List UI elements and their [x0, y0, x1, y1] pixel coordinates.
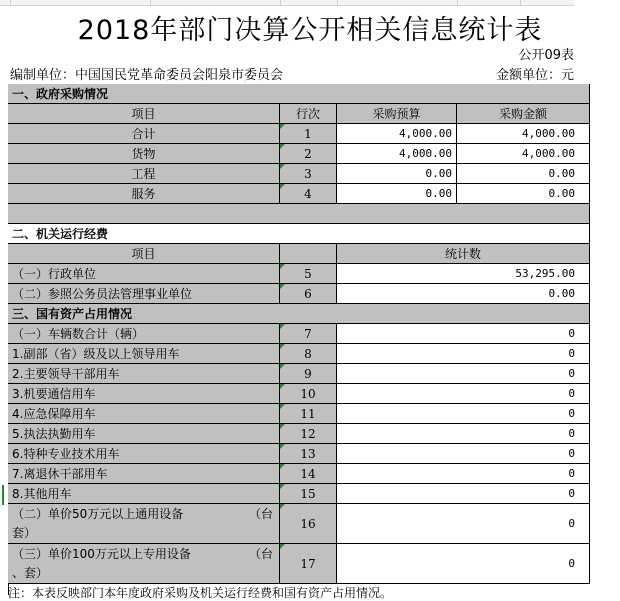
cell-marker-icon [280, 464, 285, 469]
row-item: 工程 [8, 164, 280, 184]
table-row [0, 364, 590, 384]
cell-marker-icon [280, 124, 285, 129]
row-value[interactable]: 0 [337, 484, 590, 504]
row-value[interactable]: 53,295.00 [337, 264, 590, 284]
spreadsheet-column-header-strip [0, 0, 574, 6]
row-item: 合计 [8, 124, 280, 144]
row-no: 4 [280, 184, 337, 204]
table-row [0, 444, 590, 464]
row-no: 7 [280, 324, 337, 344]
section-title: 三、国有资产占用情况 [8, 304, 590, 324]
footnote: 注：本表反映部门本年度政府采购及机关运行经费和国有资产占用情况。 [8, 586, 393, 600]
row-item-line2: 套） [12, 525, 37, 540]
row-item: 8.其他用车 [8, 484, 280, 504]
row-item: （一）行政单位 [8, 264, 280, 284]
row-no: 14 [280, 464, 337, 484]
row-value[interactable]: 0 [337, 404, 590, 424]
page-title: 2018年部门决算公开相关信息统计表 [77, 15, 543, 46]
cell-marker-icon [280, 424, 285, 429]
table-row [0, 484, 590, 504]
row-no: 3 [280, 164, 337, 184]
row-value[interactable]: 0 [337, 364, 590, 384]
table-header-row [0, 104, 590, 124]
header-item: 项目 [8, 244, 280, 264]
header-amount: 采购金额 [457, 104, 590, 124]
spacer-row [0, 204, 590, 224]
row-value[interactable]: 0 [337, 444, 590, 464]
cell-marker-icon [280, 544, 285, 549]
row-no: 1 [280, 124, 337, 144]
row-value[interactable]: 0 [337, 544, 590, 584]
table-row [0, 144, 590, 164]
row-no: 2 [280, 144, 337, 164]
cell-marker-icon [280, 184, 285, 189]
header-item: 项目 [8, 104, 280, 124]
cell-marker-icon [280, 324, 285, 329]
row-item-line1: （三）单价100万元以上专用设备 [12, 546, 191, 561]
row-item: （一）车辆数合计（辆） [8, 324, 280, 344]
cell-marker-icon [280, 504, 285, 509]
cell-marker-icon [280, 344, 285, 349]
row-no: 17 [280, 544, 337, 584]
row-item: 6.特种专业技术用车 [8, 444, 280, 464]
table-row [0, 324, 590, 344]
row-no: 10 [280, 384, 337, 404]
row-no: 6 [280, 284, 337, 304]
row-value[interactable]: 0 [337, 344, 590, 364]
table-row [0, 124, 590, 144]
row-no: 16 [280, 504, 337, 544]
cell-marker-icon [280, 444, 285, 449]
row-no: 15 [280, 484, 337, 504]
row-budget[interactable]: 0.00 [337, 164, 457, 184]
row-value[interactable]: 0 [337, 324, 590, 344]
row-unit: （台 [248, 506, 273, 521]
table-code: 公开09表 [518, 48, 574, 63]
header-budget: 采购预算 [337, 104, 457, 124]
section-title: 二、机关运行经费 [8, 224, 590, 244]
row-item [8, 544, 280, 584]
row-item: 3.机要通信用车 [8, 384, 280, 404]
row-no: 5 [280, 264, 337, 284]
row-item-line2: 、套） [12, 565, 49, 580]
header-row-no [280, 244, 337, 264]
row-item-line1: （二）单价50万元以上通用设备 [12, 506, 184, 521]
section-title: 一、政府采购情况 [8, 84, 590, 104]
row-item: 5.执法执勤用车 [8, 424, 280, 444]
cell-marker-icon [280, 144, 285, 149]
row-budget[interactable]: 0.00 [337, 184, 457, 204]
section-row [0, 224, 590, 244]
row-item: （二）参照公务员法管理事业单位 [8, 284, 280, 304]
header-row-no: 行次 [280, 104, 337, 124]
row-value[interactable]: 0 [337, 384, 590, 404]
table-row [0, 164, 590, 184]
table-row [0, 184, 590, 204]
row-amount[interactable]: 4,000.00 [457, 124, 590, 144]
row-item: 1.副部（省）级及以上领导用车 [8, 344, 280, 364]
cell-marker-icon [280, 284, 285, 289]
row-no: 12 [280, 424, 337, 444]
row-value[interactable]: 0 [337, 504, 590, 544]
row-item [8, 504, 280, 544]
cell-marker-icon [280, 264, 285, 269]
table-row [0, 544, 590, 584]
row-value[interactable]: 0.00 [337, 284, 590, 304]
org-label: 编制单位：中国国民党革命委员会阳泉市委员会 [10, 68, 284, 83]
amount-unit: 金额单位：元 [495, 68, 574, 83]
row-item: 4.应急保障用车 [8, 404, 280, 424]
row-budget[interactable]: 4,000.00 [337, 124, 457, 144]
cell-marker-icon [280, 164, 285, 169]
row-no: 9 [280, 364, 337, 384]
cell-marker-icon [280, 484, 285, 489]
spacer-cell [8, 204, 590, 224]
row-value[interactable]: 0 [337, 424, 590, 444]
row-item: 货物 [8, 144, 280, 164]
cell-marker-icon [280, 384, 285, 389]
row-item: 7.离退休干部用车 [8, 464, 280, 484]
row-amount[interactable]: 4,000.00 [457, 144, 590, 164]
table-row [0, 504, 590, 544]
row-no: 11 [280, 404, 337, 424]
section-row [0, 84, 590, 104]
table-row [0, 404, 590, 424]
row-budget[interactable]: 4,000.00 [337, 144, 457, 164]
cell-marker-icon [280, 364, 285, 369]
table-row [0, 384, 590, 404]
table-header-row [0, 244, 590, 264]
row-item: 2.主要领导干部用车 [8, 364, 280, 384]
row-item: 服务 [8, 184, 280, 204]
table-row [0, 424, 590, 444]
table-row [0, 284, 590, 304]
table-row [0, 264, 590, 284]
header-stat-value: 统计数 [337, 244, 590, 264]
section-row [0, 304, 590, 324]
table-row [0, 464, 590, 484]
row-amount[interactable]: 0.00 [457, 184, 590, 204]
row-amount[interactable]: 0.00 [457, 164, 590, 184]
row-unit: （台 [248, 546, 273, 561]
cell-marker-icon [280, 404, 285, 409]
header-info-row [10, 64, 574, 82]
row-no: 8 [280, 344, 337, 364]
row-value[interactable]: 0 [337, 464, 590, 484]
row-no: 13 [280, 444, 337, 464]
table-row [0, 344, 590, 364]
